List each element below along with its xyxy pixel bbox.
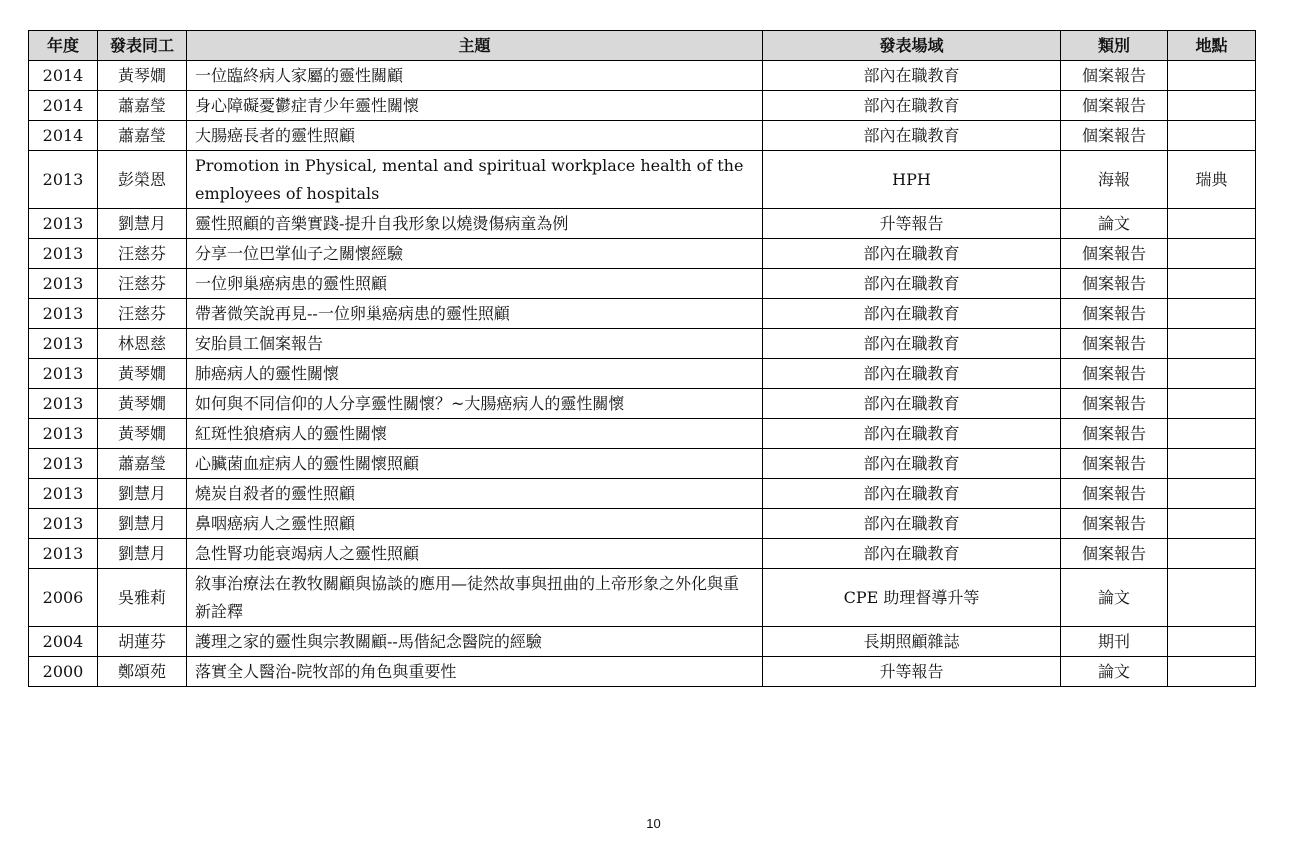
- cell-staff: 蕭嘉瑩: [98, 449, 187, 479]
- cell-staff: 黃琴嫺: [98, 419, 187, 449]
- cell-topic: 急性腎功能衰竭病人之靈性照顧: [187, 539, 763, 569]
- table-row: [29, 569, 1256, 627]
- cell-location: [1168, 299, 1256, 329]
- cell-staff: 劉慧月: [98, 539, 187, 569]
- cell-location: [1168, 269, 1256, 299]
- cell-location: [1168, 61, 1256, 91]
- cell-staff: 劉慧月: [98, 479, 187, 509]
- cell-location: [1168, 449, 1256, 479]
- cell-location: [1168, 569, 1256, 627]
- table-row: [29, 359, 1256, 389]
- header-type: 類別: [1061, 31, 1168, 61]
- table-row: [29, 627, 1256, 657]
- cell-topic: 大腸癌長者的靈性照顧: [187, 121, 763, 151]
- cell-venue: 升等報告: [763, 209, 1061, 239]
- table-header: [29, 31, 1256, 61]
- cell-year: 2006: [29, 569, 98, 627]
- cell-year: 2014: [29, 61, 98, 91]
- cell-venue: 部內在職教育: [763, 91, 1061, 121]
- cell-venue: 部內在職教育: [763, 239, 1061, 269]
- cell-topic: 肺癌病人的靈性關懷: [187, 359, 763, 389]
- cell-venue: 部內在職教育: [763, 329, 1061, 359]
- cell-topic: 身心障礙憂鬱症青少年靈性關懷: [187, 91, 763, 121]
- cell-staff: 汪慈芬: [98, 269, 187, 299]
- cell-year: 2013: [29, 449, 98, 479]
- cell-topic: 如何與不同信仰的人分享靈性關懷？~大腸癌病人的靈性關懷: [187, 389, 763, 419]
- cell-year: 2013: [29, 269, 98, 299]
- cell-venue: 部內在職教育: [763, 419, 1061, 449]
- cell-location: [1168, 479, 1256, 509]
- header-topic: 主題: [187, 31, 763, 61]
- cell-location: [1168, 657, 1256, 687]
- table-row: [29, 329, 1256, 359]
- cell-year: 2013: [29, 299, 98, 329]
- cell-staff: 林恩慈: [98, 329, 187, 359]
- cell-type: 個案報告: [1061, 539, 1168, 569]
- table-row: [29, 657, 1256, 687]
- table-row: [29, 209, 1256, 239]
- header-staff: 發表同工: [98, 31, 187, 61]
- table-row: [29, 509, 1256, 539]
- cell-type: 個案報告: [1061, 359, 1168, 389]
- cell-year: 2013: [29, 239, 98, 269]
- cell-venue: 部內在職教育: [763, 449, 1061, 479]
- table-row: [29, 61, 1256, 91]
- cell-year: 2014: [29, 121, 98, 151]
- header-year: 年度: [29, 31, 98, 61]
- cell-venue: 部內在職教育: [763, 299, 1061, 329]
- cell-staff: 鄭頌苑: [98, 657, 187, 687]
- table-row: [29, 479, 1256, 509]
- cell-location: [1168, 239, 1256, 269]
- cell-staff: 劉慧月: [98, 509, 187, 539]
- cell-venue: 部內在職教育: [763, 539, 1061, 569]
- cell-venue: 升等報告: [763, 657, 1061, 687]
- table-row: [29, 389, 1256, 419]
- cell-type: 個案報告: [1061, 389, 1168, 419]
- cell-type: 論文: [1061, 657, 1168, 687]
- cell-type: 個案報告: [1061, 479, 1168, 509]
- cell-type: 個案報告: [1061, 509, 1168, 539]
- table-row: [29, 269, 1256, 299]
- table-row: [29, 239, 1256, 269]
- cell-topic: 帶著微笑說再見--一位卵巢癌病患的靈性照顧: [187, 299, 763, 329]
- cell-topic: 靈性照顧的音樂實踐-提升自我形象以燒燙傷病童為例: [187, 209, 763, 239]
- cell-year: 2013: [29, 509, 98, 539]
- cell-topic: 一位臨終病人家屬的靈性關顧: [187, 61, 763, 91]
- cell-location: [1168, 121, 1256, 151]
- cell-year: 2013: [29, 329, 98, 359]
- cell-topic: Promotion in Physical, mental and spiritual workplace health of the employees of hospitals: [187, 151, 763, 209]
- cell-venue: 部內在職教育: [763, 61, 1061, 91]
- cell-year: 2013: [29, 479, 98, 509]
- table-body: [29, 61, 1256, 687]
- presentations-table: [28, 30, 1256, 687]
- cell-type: 個案報告: [1061, 449, 1168, 479]
- cell-type: 個案報告: [1061, 419, 1168, 449]
- cell-type: 個案報告: [1061, 91, 1168, 121]
- page-number: 10: [646, 816, 661, 831]
- table-row: [29, 121, 1256, 151]
- cell-year: 2013: [29, 151, 98, 209]
- cell-staff: 黃琴嫺: [98, 61, 187, 91]
- cell-type: 個案報告: [1061, 299, 1168, 329]
- cell-topic: 敘事治療法在教牧關顧與協談的應用—徒然故事與扭曲的上帝形象之外化與重新詮釋: [187, 569, 763, 627]
- cell-topic: 鼻咽癌病人之靈性照顧: [187, 509, 763, 539]
- cell-location: [1168, 539, 1256, 569]
- table-row: [29, 91, 1256, 121]
- cell-venue: 部內在職教育: [763, 269, 1061, 299]
- cell-type: 論文: [1061, 569, 1168, 627]
- cell-type: 個案報告: [1061, 329, 1168, 359]
- cell-staff: 劉慧月: [98, 209, 187, 239]
- cell-type: 論文: [1061, 209, 1168, 239]
- cell-location: [1168, 509, 1256, 539]
- table-row: [29, 151, 1256, 209]
- cell-topic: 護理之家的靈性與宗教關顧--馬偕紀念醫院的經驗: [187, 627, 763, 657]
- cell-topic: 一位卵巢癌病患的靈性照顧: [187, 269, 763, 299]
- cell-topic: 安胎員工個案報告: [187, 329, 763, 359]
- cell-venue: 部內在職教育: [763, 121, 1061, 151]
- cell-staff: 黃琴嫺: [98, 389, 187, 419]
- cell-location: [1168, 91, 1256, 121]
- cell-venue: HPH: [763, 151, 1061, 209]
- cell-location: [1168, 389, 1256, 419]
- cell-venue: 部內在職教育: [763, 479, 1061, 509]
- cell-staff: 彭榮恩: [98, 151, 187, 209]
- cell-staff: 蕭嘉瑩: [98, 91, 187, 121]
- cell-venue: 部內在職教育: [763, 509, 1061, 539]
- cell-topic: 紅斑性狼瘡病人的靈性關懷: [187, 419, 763, 449]
- cell-year: 2014: [29, 91, 98, 121]
- cell-location: 瑞典: [1168, 151, 1256, 209]
- cell-topic: 燒炭自殺者的靈性照顧: [187, 479, 763, 509]
- cell-year: 2013: [29, 359, 98, 389]
- cell-location: [1168, 419, 1256, 449]
- cell-staff: 胡蓮芬: [98, 627, 187, 657]
- cell-topic: 分享一位巴掌仙子之關懷經驗: [187, 239, 763, 269]
- cell-staff: 汪慈芬: [98, 239, 187, 269]
- cell-year: 2013: [29, 389, 98, 419]
- cell-year: 2013: [29, 209, 98, 239]
- cell-venue: 長期照顧雜誌: [763, 627, 1061, 657]
- cell-venue: 部內在職教育: [763, 389, 1061, 419]
- cell-type: 個案報告: [1061, 61, 1168, 91]
- header-row: [29, 31, 1256, 61]
- table-row: [29, 299, 1256, 329]
- cell-year: 2013: [29, 539, 98, 569]
- cell-year: 2000: [29, 657, 98, 687]
- cell-staff: 黃琴嫺: [98, 359, 187, 389]
- cell-type: 個案報告: [1061, 121, 1168, 151]
- cell-type: 個案報告: [1061, 239, 1168, 269]
- cell-type: 個案報告: [1061, 269, 1168, 299]
- table-row: [29, 449, 1256, 479]
- cell-staff: 汪慈芬: [98, 299, 187, 329]
- cell-year: 2004: [29, 627, 98, 657]
- table-row: [29, 419, 1256, 449]
- cell-topic: 心臟菌血症病人的靈性關懷照顧: [187, 449, 763, 479]
- cell-type: 海報: [1061, 151, 1168, 209]
- cell-staff: 吳雅莉: [98, 569, 187, 627]
- cell-type: 期刊: [1061, 627, 1168, 657]
- header-location: 地點: [1168, 31, 1256, 61]
- cell-topic: 落實全人醫治-院牧部的角色與重要性: [187, 657, 763, 687]
- cell-location: [1168, 359, 1256, 389]
- cell-year: 2013: [29, 419, 98, 449]
- cell-venue: CPE 助理督導升等: [763, 569, 1061, 627]
- table-row: [29, 539, 1256, 569]
- cell-location: [1168, 209, 1256, 239]
- header-venue: 發表場域: [763, 31, 1061, 61]
- cell-venue: 部內在職教育: [763, 359, 1061, 389]
- cell-location: [1168, 627, 1256, 657]
- cell-location: [1168, 329, 1256, 359]
- cell-staff: 蕭嘉瑩: [98, 121, 187, 151]
